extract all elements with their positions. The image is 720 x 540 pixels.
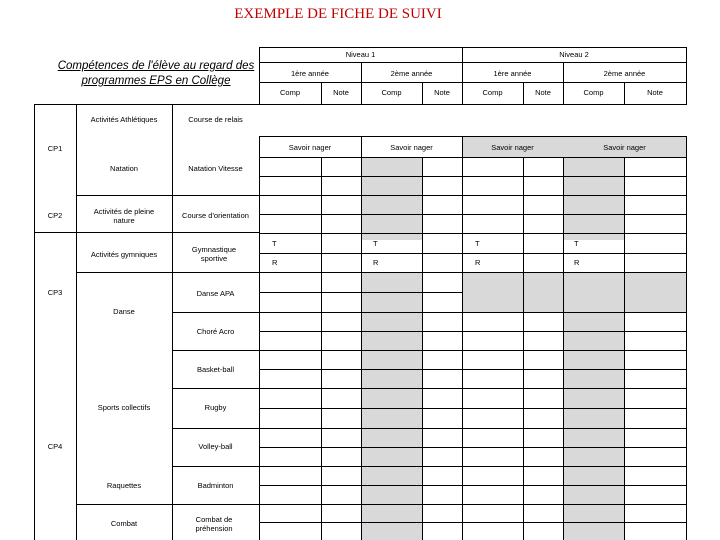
- activity-badminton: Badminton: [197, 481, 234, 490]
- family-gymnastics: Activités gymniques: [90, 250, 158, 259]
- competences-header: Compétences de l'élève au regard des programmes EPS en Collège: [57, 60, 255, 87]
- level-1-year-1: 1ère année: [291, 69, 329, 78]
- activity-rugby: Rugby: [204, 403, 227, 412]
- r-label-n2y2: R: [574, 258, 580, 267]
- note-header: Note: [647, 88, 663, 97]
- cp4-label: CP4: [47, 442, 63, 451]
- level-2-year-1: 1ère année: [493, 69, 532, 78]
- family-racket: Raquettes: [106, 481, 142, 490]
- activity-volleyball: Volley-ball: [198, 442, 233, 451]
- family-outdoor: Activités de pleine nature: [93, 207, 155, 225]
- savoir-nager-n1y1: Savoir nager: [288, 143, 332, 152]
- activity-orienteering: Course d'orientation: [182, 211, 249, 220]
- family-swimming: Natation: [110, 164, 138, 173]
- savoir-nager-n2y2: Savoir nager: [603, 143, 646, 152]
- comp-header: Comp: [381, 88, 402, 97]
- savoir-nager-n1y2: Savoir nager: [390, 143, 433, 152]
- level-1-year-2: 2ème année: [390, 69, 433, 78]
- comp-header: Comp: [279, 88, 300, 97]
- cp3-label: CP3: [47, 288, 63, 297]
- note-header: Note: [434, 88, 450, 97]
- r-label-n1y1: R: [272, 258, 278, 267]
- t-label-n2y1: T: [475, 239, 480, 248]
- level-2-label: Niveau 2: [559, 50, 589, 59]
- t-label-n2y2: T: [574, 239, 579, 248]
- activity-basketball: Basket-ball: [196, 365, 235, 374]
- level-2-year-2: 2ème année: [603, 69, 646, 78]
- r-label-n2y1: R: [475, 258, 481, 267]
- activity-gym-sport: Gymnastique sportive: [191, 245, 237, 263]
- activity-dance-apa: Danse APA: [196, 289, 235, 298]
- cp2-label: CP2: [47, 211, 63, 220]
- t-label-n1y2: T: [373, 239, 378, 248]
- family-team-sports: Sports collectifs: [97, 403, 151, 412]
- family-athletics: Activités Athlétiques: [90, 115, 158, 124]
- activity-grappling: Combat de préhension: [195, 515, 233, 533]
- family-combat: Combat: [110, 519, 138, 528]
- level-1-label: Niveau 1: [345, 50, 376, 59]
- page-title: EXEMPLE DE FICHE DE SUIVI: [234, 6, 442, 22]
- note-header: Note: [333, 88, 349, 97]
- comp-header: Comp: [482, 88, 503, 97]
- t-label-n1y1: T: [272, 239, 277, 248]
- family-dance: Danse: [113, 307, 135, 316]
- activity-swim-speed: Natation Vitesse: [188, 164, 243, 173]
- activity-relay: Course de relais: [188, 115, 243, 124]
- note-header: Note: [535, 88, 551, 97]
- cp1-label: CP1: [47, 144, 63, 153]
- savoir-nager-n2y1: Savoir nager: [491, 143, 534, 152]
- activity-chore-acro: Choré Acro: [196, 327, 235, 336]
- r-label-n1y2: R: [373, 258, 379, 267]
- comp-header: Comp: [583, 88, 604, 97]
